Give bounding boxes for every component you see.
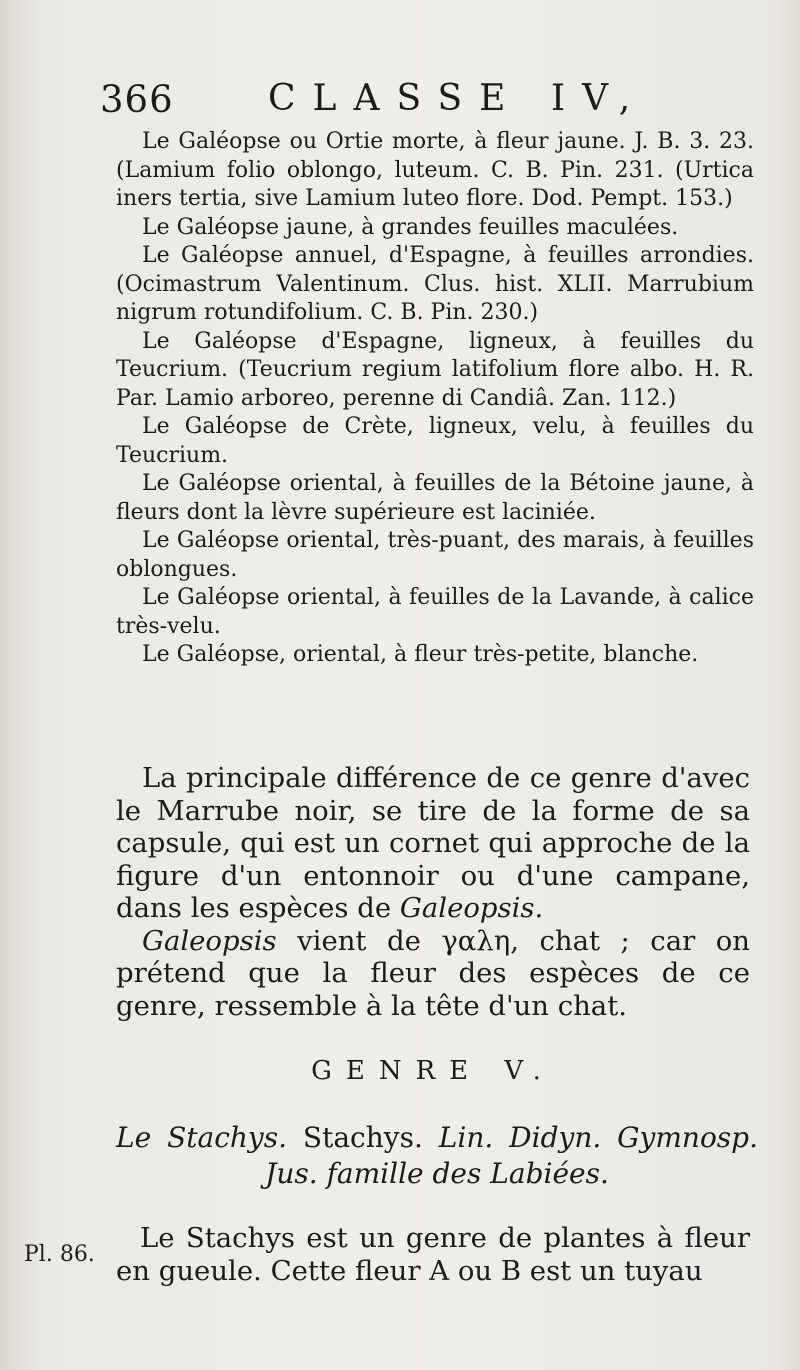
species-entry: Le Galéopse, oriental, à fleur très-petite, blanche. [142,642,699,667]
genus-title [116,1120,758,1192]
discussion-paragraph-1 [116,762,750,925]
page-header [100,78,720,128]
class-label: CLASSE [268,78,523,119]
genus-title-line-1 [116,1120,758,1156]
etymology-text: , chat ; car on prétend que la fleur des espèces de ce genre, ressemble à la tête d'un chat. [116,924,750,1022]
genus-name-italic: Galeopsis. [399,892,544,924]
species-entry: Le Galéopse ou Ortie morte, à fleur jaune. J. B. 3. 23. (Lamium folio oblongo, luteum. C. B. Pin. 231. (Urtica iners tertia, sive Lamium luteo flore. Dod. Pempt. 153.) [116,129,754,211]
etymology-text: vient de [276,924,442,957]
species-list [116,128,754,670]
species-entry: Le Galéopse jaune, à grandes feuilles maculées. [142,214,679,240]
species-entry: Le Galéopse de Crète, ligneux, velu, à feuilles du Teucrium. [116,414,754,468]
genus-description [116,1222,750,1287]
page-number: 366 [100,78,174,121]
discussion-paragraph-2 [116,925,750,1023]
jussieu-family: Jus. famille des Labiées. [265,1157,609,1190]
genus-name-italic: Galeopsis [142,924,277,957]
greek-word: γαλη [441,924,511,957]
class-numeral: IV, [550,78,648,119]
genus-discussion [116,762,750,1022]
running-head [268,78,647,119]
description-paragraph: Le Stachys est un genre de plantes à fleur en gueule. Cette fleur A ou B est un tuyau [116,1222,750,1287]
species-entry: Le Galéopse annuel, d'Espagne, à feuilles arrondies. (Ocimastrum Valentinum. Clus. hist. XLII. Marrubium nigrum rotundifolium. C. B. Pin. 230.) [116,243,754,325]
species-entry: Le Galéopse d'Espagne, ligneux, à feuilles du Teucrium. (Teucrium regium latifolium flore albo. H. R. Par. Lamio arboreo, perenne di Candiâ. Zan. 112.) [116,328,754,411]
species-entry: Le Galéopse oriental, à feuilles de la Bétoine jaune, à fleurs dont la lèvre supérieure est laciniée. [116,471,754,525]
genus-synonym: Stachys. [287,1121,439,1154]
genre-label: GENRE [311,1056,483,1086]
species-entry: Le Galéopse oriental, très-puant, des marais, à feuilles oblongues. [116,528,754,582]
genre-heading [116,1056,750,1086]
discussion-text: La principale différence de ce genre d'avec le Marrube noir, se tire de la forme de sa capsule, qui est un cornet qui approche de la figure d'un entonnoir ou d'une campane, dans les espèces de [116,762,750,924]
plate-reference: Pl. 86. [24,1242,95,1267]
genre-numeral: V. [504,1056,555,1086]
genus-name: Le Stachys. [116,1121,288,1154]
linnaean-class: Lin. Didyn. Gymnosp. [438,1121,758,1154]
species-entry: Le Galéopse oriental, à feuilles de la Lavande, à calice très-velu. [116,585,754,639]
